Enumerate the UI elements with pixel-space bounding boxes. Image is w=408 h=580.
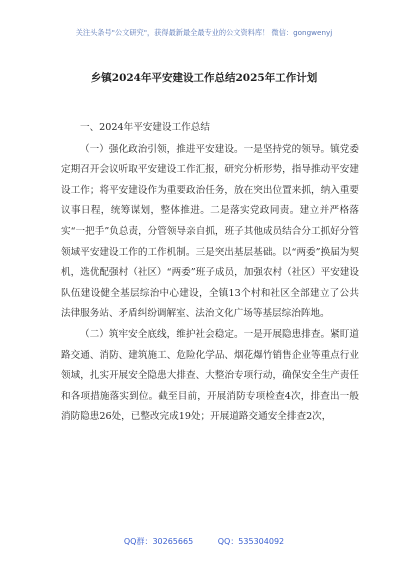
paragraph-1: （一）强化政治引领，推进平安建设。一是坚持党的领导。镇党委定期召开会议听取平安建设工作汇报，研究分析形势，指导推动平安建设工作；将平安建设作为重要政治任务，放在突出位置来抓，纳入重要议事日程，统筹谋划，整体推进。二是落实党政同责。建立并严格落实“一把手”负总责，分管领导亲自抓，班子其他成员结合分工抓好分管领域平安建设工作的工作机制。三是突出基层基础。以“两委”换届为契机，选优配强村（社区）“两委”班子成员，加强农村（社区）平安建设队伍建设健全基层综治中心建设，全镇13个村和社区全部建立了公共法律服务站、矛盾纠纷调解室、法治文化广场等基层综治阵地。 (61, 143, 359, 320)
promo-banner: 关注头条号"公文研究"，获得最新最全最专业的公文资料库！ 微信：gongwenyj (75, 28, 333, 37)
footer-contact (0, 536, 408, 547)
paragraph-2: （二）筑牢安全底线，维护社会稳定。一是开展隐患排查。紧盯道路交通、消防、建筑施工、危险化学品、烟花爆竹销售企业等重点行业领域，扎实开展安全隐患大排查、大整治专项行动，确保安全生产责任和各项措施落实到位。截至目前，开展消防专项检查4次，排查出一般消防隐患26处，已整改完成19处；开展道路交通安全排查2次， (61, 328, 359, 423)
qq-contact-link[interactable]: QQ：535304092 (217, 537, 285, 546)
qq-group-link[interactable]: QQ群：30265665 (123, 537, 194, 546)
document-title: 乡镇2024年平安建设工作总结2025年工作计划 (90, 72, 318, 84)
section-heading: 一、2024年平安建设工作总结 (80, 122, 210, 133)
document-body (61, 118, 359, 428)
